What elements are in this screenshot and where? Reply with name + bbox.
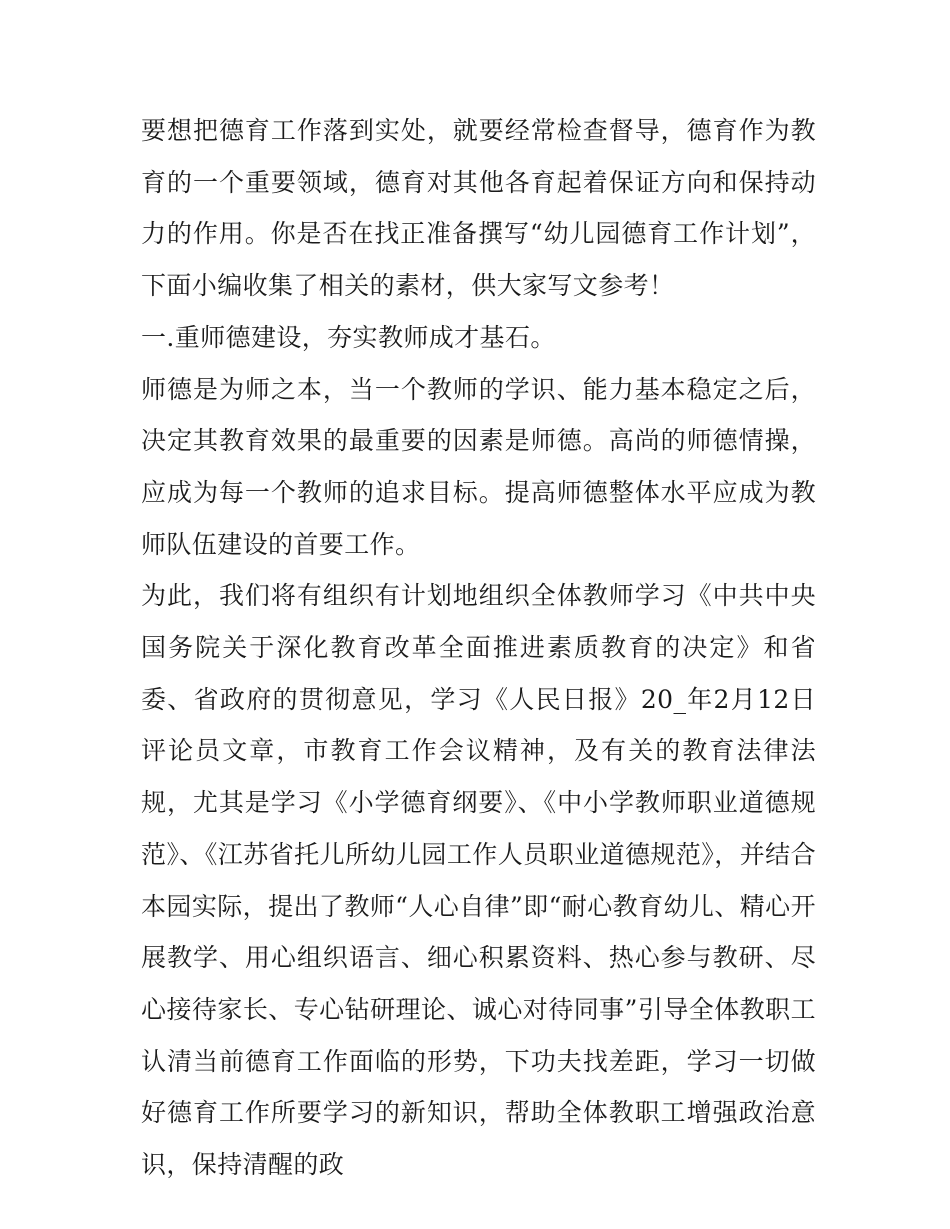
- paragraph-intro: 要想把德育工作落到实处，就要经常检查督导，德育作为教育的一个重要领域，德育对其他各育起着保证方向和保持动力的作用。你是否在找正准备撰写“幼儿园德育工作计划”，下面小编收集了相关的素材，供大家写文参考！: [141, 116, 816, 301]
- document-body: [141, 105, 816, 1191]
- paragraph-teacher-ethics: 师德是为师之本，当一个教师的学识、能力基本稳定之后，决定其教育效果的最重要的因素是师德。高尚的师德情操，应成为每一个教师的追求目标。提高师德整体水平应成为教师队伍建设的首要工作。: [141, 374, 816, 559]
- section-heading: 一.重师德建设，夯实教师成才基石。: [141, 322, 556, 352]
- paragraph-study-plan: 为此，我们将有组织有计划地组织全体教师学习《中共中央国务院关于深化教育改革全面推进素质教育的决定》和省委、省政府的贯彻意见，学习《人民日报》20_年2月12日评论员文章，市教育工作会议精神，及有关的教育法律法规，尤其是学习《小学德育纲要》、《中小学教师职业道德规范》、《江苏省托儿所幼儿园工作人员职业道德规范》，并结合本园实际，提出了教师“人心自律”即“耐心教育幼儿、精心开展教学、用心组织语言、细心积累资料、热心参与教研、尽心接待家长、专心钻研理论、诚心对待同事”引导全体教职工认清当前德育工作面临的形势，下功夫找差距，学习一切做好德育工作所要学习的新知识，帮助全体教职工增强政治意识，保持清醒的政: [141, 581, 816, 1180]
